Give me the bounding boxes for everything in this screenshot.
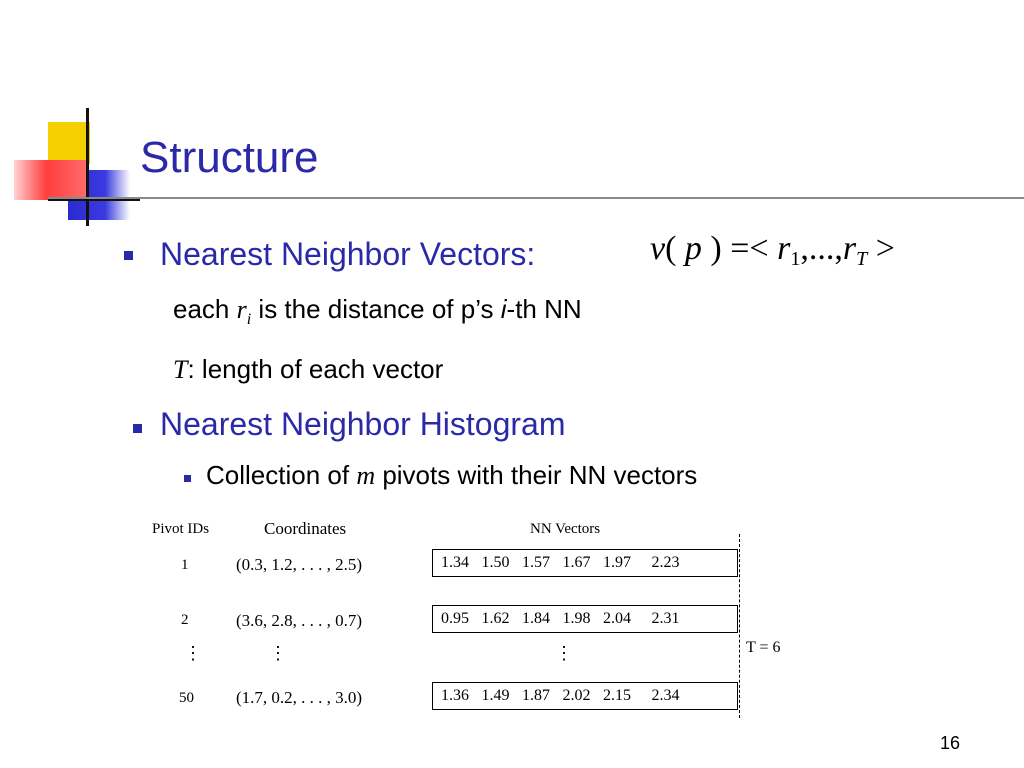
- nn-vector-formula: [650, 232, 895, 269]
- vector-length-dashed-line: [739, 534, 740, 718]
- var-m: m: [356, 461, 376, 490]
- bullet-nearest-neighbor-vectors: Nearest Neighbor Vectors:: [160, 236, 536, 272]
- text-collection: Collection of: [206, 460, 357, 490]
- text-pivots: pivots with their NN vectors: [375, 460, 698, 490]
- sub-bullet-collection: [206, 462, 697, 489]
- vdots-coords: ⋮: [269, 643, 287, 663]
- formula-rT-sub: T: [856, 248, 868, 270]
- nn-vector-box: [432, 682, 738, 710]
- nn-vector-box: [432, 549, 738, 577]
- nn-value: 1.97: [603, 554, 631, 571]
- nn-value: 2.23: [651, 554, 680, 571]
- nn-value: 1.57: [522, 554, 550, 571]
- header-coordinates: Coordinates: [264, 519, 347, 538]
- nn-value: 2.15: [603, 687, 631, 704]
- vdots-ids: ⋮: [184, 643, 202, 663]
- var-r: r: [236, 295, 247, 324]
- pivot-coordinates: (3.6, 2.8, . . . , 0.7): [236, 611, 363, 630]
- slide-logo: [10, 108, 140, 228]
- formula-r1-sub: 1: [790, 248, 801, 270]
- nn-vector-box: [432, 605, 738, 633]
- formula-dots: ,...,: [800, 230, 843, 267]
- nn-value: 1.50: [481, 554, 510, 571]
- text-i: i: [500, 294, 507, 324]
- sub-bullet-T-length: [173, 356, 443, 383]
- title-divider: [48, 197, 1024, 199]
- text-apos: ’: [475, 294, 481, 324]
- pivot-coordinates: (0.3, 1.2, . . . , 2.5): [236, 555, 363, 574]
- pivot-id: 1: [181, 557, 189, 573]
- text-distance: is the distance of p: [251, 294, 476, 324]
- var-r-sub: i: [246, 311, 252, 329]
- nn-value: 1.62: [481, 610, 510, 627]
- text-th-nn: -th NN: [506, 294, 582, 324]
- nn-value: 2.04: [603, 610, 631, 627]
- nn-value: 2.02: [562, 687, 591, 704]
- t-label-text: T = 6: [746, 639, 781, 656]
- nn-value: 1.87: [522, 687, 550, 704]
- formula-p: p: [684, 230, 702, 267]
- nn-value: 1.84: [522, 610, 550, 627]
- nn-value: 1.36: [441, 687, 469, 704]
- t-equals-label: [746, 639, 781, 657]
- formula-r1: r: [777, 230, 791, 267]
- text-s: s: [480, 294, 501, 324]
- text-each: each: [173, 294, 237, 324]
- formula-rT: r: [842, 230, 857, 267]
- page-number: 16: [940, 733, 961, 753]
- formula-v: v: [650, 230, 666, 267]
- sub-bullet-each-ri: [173, 296, 582, 328]
- formula-end: >: [867, 230, 895, 267]
- nn-value: 0.95: [441, 610, 469, 627]
- text-length: : length of each vector: [187, 354, 444, 384]
- pivot-id: 50: [179, 690, 194, 706]
- nn-value: 2.31: [651, 610, 680, 627]
- vdots-vectors: ⋮: [555, 643, 573, 663]
- nn-value: 1.67: [562, 554, 591, 571]
- pivot-coordinates: (1.7, 0.2, . . . , 3.0): [236, 688, 363, 707]
- pivot-id: 2: [181, 612, 189, 628]
- formula-open: (: [665, 230, 685, 267]
- logo-red-bar: [14, 160, 86, 200]
- var-T: T: [173, 355, 188, 384]
- sub-bullet-marker: [184, 475, 191, 482]
- nn-value: 2.34: [651, 687, 680, 704]
- logo-vertical-line: [86, 108, 89, 226]
- bullet-nearest-neighbor-histogram: Nearest Neighbor Histogram: [160, 406, 566, 442]
- logo-yellow-square: [48, 122, 90, 164]
- nn-value: 1.34: [441, 554, 469, 571]
- slide-title: Structure: [140, 133, 319, 182]
- nn-value: 1.49: [481, 687, 510, 704]
- header-pivot-ids: Pivot IDs: [152, 521, 210, 537]
- header-nn-vectors: NN Vectors: [530, 521, 601, 537]
- formula-close: ) =<: [701, 230, 778, 267]
- bullet-marker: [124, 251, 133, 260]
- bullet-marker: [133, 424, 142, 433]
- nn-value: 1.98: [562, 610, 591, 627]
